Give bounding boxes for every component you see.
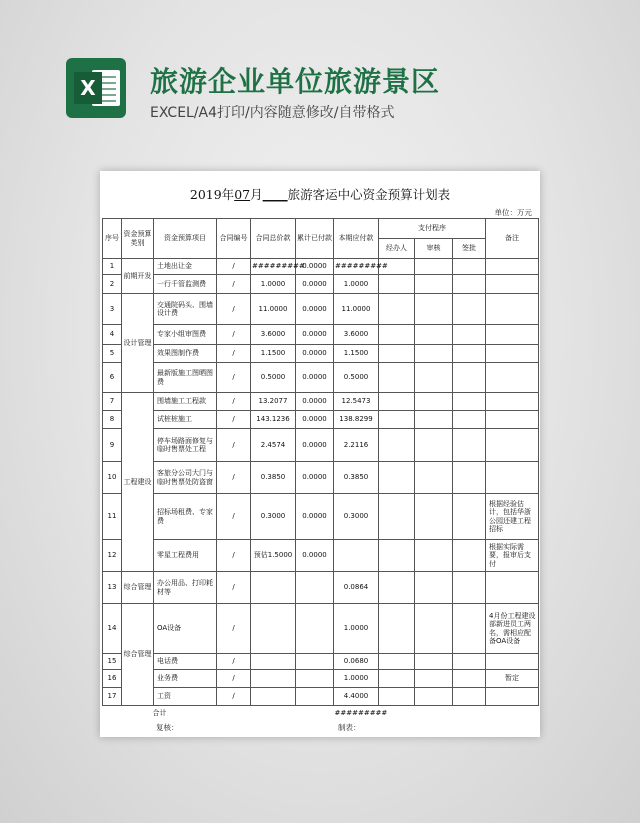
unit-label: 单位：万元 (494, 208, 532, 217)
table-row: 3 设计管理 交通院码头、围墙设计费 / 11.0000 0.0000 11.0000 (103, 294, 539, 325)
document-footer (100, 722, 540, 734)
col-paid: 累计已付款 (296, 219, 334, 259)
page-subtitle: EXCEL/A4打印/内容随意修改/自带格式 (150, 105, 395, 121)
table-row: 17 工资 / 4.4000 (103, 688, 539, 706)
table-row: 11 招标场租费、专家费 / 0.3000 0.0000 0.3000 根据经验估计，包括华浙公园还建工程招标 (103, 494, 539, 540)
table-row: 1 前期开发 土地出让金 / ######### 0.0000 ######### (103, 259, 539, 275)
excel-logo-icon (66, 58, 126, 118)
document-title: 2019年07月____旅游客运中心资金预算计划表 (189, 187, 451, 202)
col-handler: 经办人 (379, 239, 415, 259)
col-payment-procedure: 支付程序 (379, 219, 486, 239)
table-row: 7 工程建设 围墙施工工程款 / 13.2077 0.0000 12.5473 (103, 393, 539, 411)
table-row: 14 综合管理 OA设备 / 1.0000 4月份工程建设部新进员工两名，需相应配备OA设备 (103, 604, 539, 654)
category-cell: 综合管理 (122, 604, 154, 706)
col-remark: 备注 (486, 219, 539, 259)
table-row: 4 专家小组审图费 / 3.6000 0.0000 3.6000 (103, 325, 539, 345)
budget-table (102, 218, 539, 720)
table-row: 8 试桩桩施工 / 143.1236 0.0000 138.8299 (103, 411, 539, 429)
total-due: ######### (334, 708, 388, 717)
total-row (103, 706, 539, 720)
category-cell: 前期开发 (122, 259, 154, 294)
review-label: 复核： (156, 723, 179, 732)
table-row: 13 综合管理 办公用品、打印耗材等 / 0.0864 (103, 572, 539, 604)
header-row (103, 219, 539, 239)
table-row: 5 效果图制作费 / 1.1500 0.0000 1.1500 (103, 345, 539, 363)
table-row: 16 业务费 / 1.0000 暂定 (103, 670, 539, 688)
col-contract-no: 合同编号 (217, 219, 251, 259)
page-title: 旅游企业单位旅游景区 (150, 65, 441, 98)
table-row: 10 客旅分公司大门与临时售票处防盗窗 / 0.3850 0.0000 0.3850 (103, 462, 539, 494)
table-row: 6 最新版施工图晒图费 / 0.5000 0.0000 0.5000 (103, 363, 539, 393)
excel-x-icon: X (74, 72, 102, 104)
category-cell: 综合管理 (122, 572, 154, 604)
col-seq: 序号 (103, 219, 122, 259)
col-item: 资金预算项目 (154, 219, 217, 259)
col-category: 资金预算类别 (122, 219, 154, 259)
col-due: 本期应付款 (334, 219, 379, 259)
col-approver: 签批 (453, 239, 486, 259)
category-cell: 工程建设 (122, 393, 154, 572)
category-cell: 设计管理 (122, 294, 154, 393)
prepare-label: 制表： (338, 723, 361, 732)
document-preview (100, 171, 540, 737)
total-label: 合计 (152, 708, 167, 717)
table-row: 12 零星工程费用 / 预估1.5000 0.0000 根据实际需要，报审后支付 (103, 540, 539, 572)
col-contract-total: 合同总价款 (251, 219, 296, 259)
table-row: 9 停车场路面修复与临时售票处工程 / 2.4574 0.0000 2.2116 (103, 429, 539, 462)
table-row: 15 电话费 / 0.0680 (103, 654, 539, 670)
col-reviewer: 审核 (415, 239, 453, 259)
table-row: 2 一行千管监测费 / 1.0000 0.0000 1.0000 (103, 275, 539, 294)
